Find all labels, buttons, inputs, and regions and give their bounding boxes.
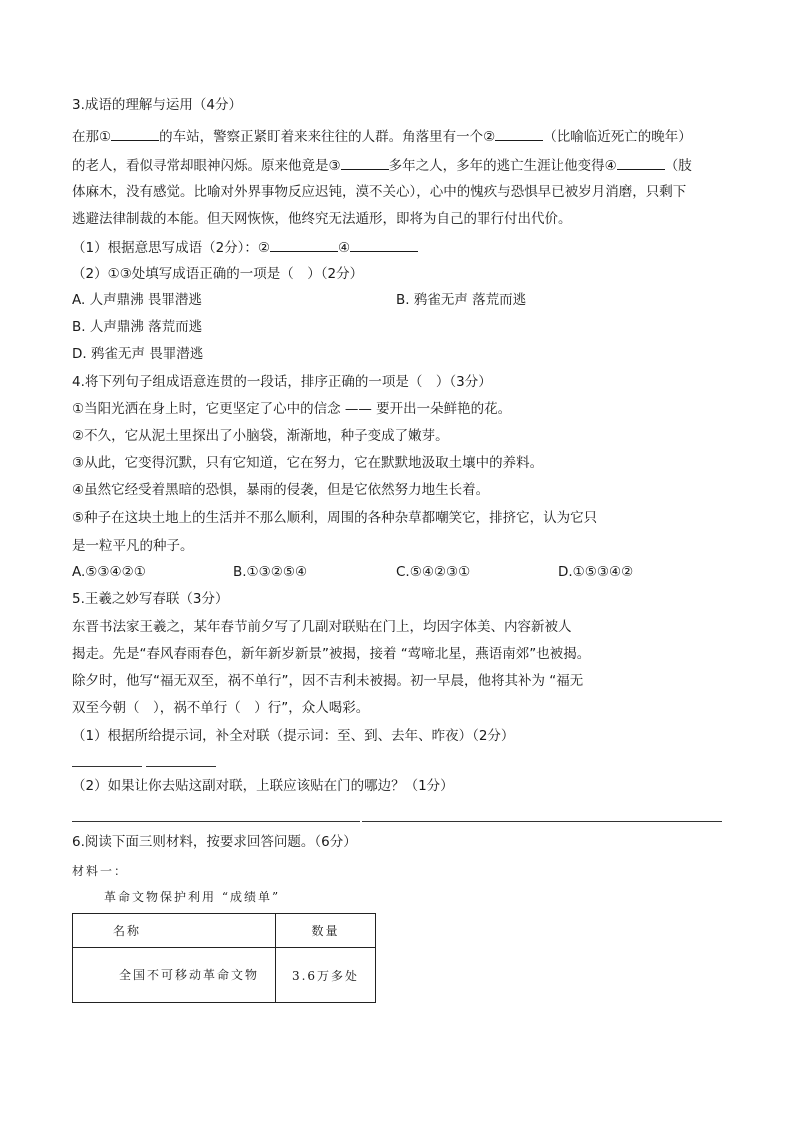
q3-passage-line-1: [72, 127, 692, 146]
q3-text: 在那①: [72, 129, 112, 145]
answer-line-upper[interactable]: [72, 766, 142, 767]
q3-text: （肢: [664, 158, 692, 174]
table-header-row: [73, 914, 376, 948]
q5-sub-question-2: （2）如果让你去贴这副对联，上联应该贴在门的哪边？（1分）: [72, 778, 454, 794]
q4-sentence-1: ①当阳光洒在身上时，它更坚定了心中的信念 —— 要开出一朵鲜艳的花。: [72, 401, 512, 417]
q3-text: 的老人，看似寻常却眼神闪烁。原来他竟是③: [72, 158, 341, 174]
answer-line-lower[interactable]: [146, 766, 216, 767]
q5-sub-question-1: （1）根据所给提示词，补全对联（提示词：至、到、去年、昨夜）（2分）: [72, 728, 515, 744]
q3-text: 多年之人，多年的逃亡生涯让他变得④: [388, 158, 617, 174]
q4-option-c[interactable]: C.⑤④②③①: [396, 564, 471, 580]
q4-option-a[interactable]: A.⑤③④②①: [72, 564, 146, 580]
q3-title: 3.成语的理解与运用（4分）: [72, 97, 242, 113]
q5-title: 5.王羲之妙写春联（3分）: [72, 591, 229, 607]
table-caption: 革命文物保护利用 “成绩单”: [104, 890, 281, 904]
q4-title: 4.将下列句子组成语意连贯的一段话，排序正确的一项是（ ）（3分）: [72, 374, 492, 390]
q4-option-d[interactable]: D.①⑤③④②: [558, 564, 634, 580]
q3-option-d[interactable]: D. 鸦雀无声 畏罪潜逃: [72, 346, 204, 362]
answer-line-1[interactable]: [72, 821, 360, 822]
header-quantity: 数量: [276, 914, 376, 948]
table-row: [73, 948, 376, 1003]
q4-sentence-4: ④虽然它经受着黑暗的恐惧，暴雨的侵袭，但是它依然努力地生长着。: [72, 482, 490, 498]
cell-quantity: 3.6万多处: [276, 948, 376, 1003]
q3-option-a[interactable]: A. 人声鼎沸 畏罪潜逃: [72, 292, 202, 308]
q3-sub-question-1: [72, 238, 418, 257]
q3-passage-line-2: [72, 156, 692, 175]
blank-3[interactable]: [341, 156, 389, 170]
blank-4[interactable]: [617, 156, 665, 170]
q5-passage-line-1: 东晋书法家王羲之，某年春节前夕写了几副对联贴在门上，均因字体美、内容新被人: [72, 619, 572, 635]
q3-sub-question-2: （2）①③处填写成语正确的一项是（ ）（2分）: [72, 266, 364, 282]
q6-title: 6.阅读下面三则材料，按要求回答问题。（6分）: [72, 834, 357, 850]
q3-sub1-label: ④: [338, 240, 351, 256]
q3-text: 的车站，警察正紧盯着来来往往的人群。角落里有一个②: [159, 129, 496, 145]
answer-blank-4[interactable]: [350, 238, 418, 252]
q5-passage-line-2: 揭走。先是“春风春雨春色，新年新岁新景”被揭，接着 “莺啼北星，燕语南郊”也被揭。: [72, 646, 591, 662]
q3-option-c[interactable]: B. 人声鼎沸 落荒而逃: [72, 319, 203, 335]
q3-text: （比喻临近死亡的晚年）: [543, 129, 692, 145]
cell-name-text: 全国不可移动革命文物: [119, 968, 260, 982]
blank-2[interactable]: [495, 127, 543, 141]
answer-blank-2[interactable]: [270, 238, 338, 252]
q5-passage-line-3: 除夕时，他写“福无双至，祸不单行”，因不吉利未被揭。初一早晨，他将其补为 “福无: [72, 673, 584, 689]
q5-passage-line-4: 双至今朝（ ），祸不单行（ ）行”，众人喝彩。: [72, 700, 370, 716]
q4-sentence-5-cont: 是一粒平凡的种子。: [72, 538, 194, 554]
relics-table: [72, 913, 376, 1003]
q3-option-b[interactable]: B. 鸦雀无声 落荒而逃: [396, 292, 527, 308]
header-name: 名称: [73, 914, 276, 948]
blank-1[interactable]: [111, 127, 159, 141]
answer-line-2[interactable]: [362, 821, 722, 822]
q3-sub1-prompt: （1）根据意思写成语（2分）：②: [72, 240, 271, 256]
material-label: 材料一：: [72, 864, 129, 878]
q4-sentence-3: ③从此，它变得沉默，只有它知道，它在努力，它在默默地汲取土壤中的养料。: [72, 455, 544, 471]
q3-passage-line-3: 体麻木，没有感觉。比喻对外界事物反应迟钝，漠不关心），心中的愧疚与恐惧早已被岁月消磨，只剩下: [72, 184, 687, 200]
q4-option-b[interactable]: B.①③②⑤④: [233, 564, 308, 580]
q4-sentence-2: ②不久，它从泥土里探出了小脑袋，渐渐地，种子变成了嫩芽。: [72, 428, 449, 444]
q4-sentence-5: ⑤种子在这块土地上的生活并不那么顺利，周围的各种杂草都嘲笑它，排挤它，认为它只: [72, 510, 598, 526]
q3-passage-line-4: 逃避法律制裁的本能。但天网恢恢，他终究无法遁形，即将为自己的罪行付出代价。: [72, 211, 572, 227]
cell-name: [73, 948, 276, 1003]
